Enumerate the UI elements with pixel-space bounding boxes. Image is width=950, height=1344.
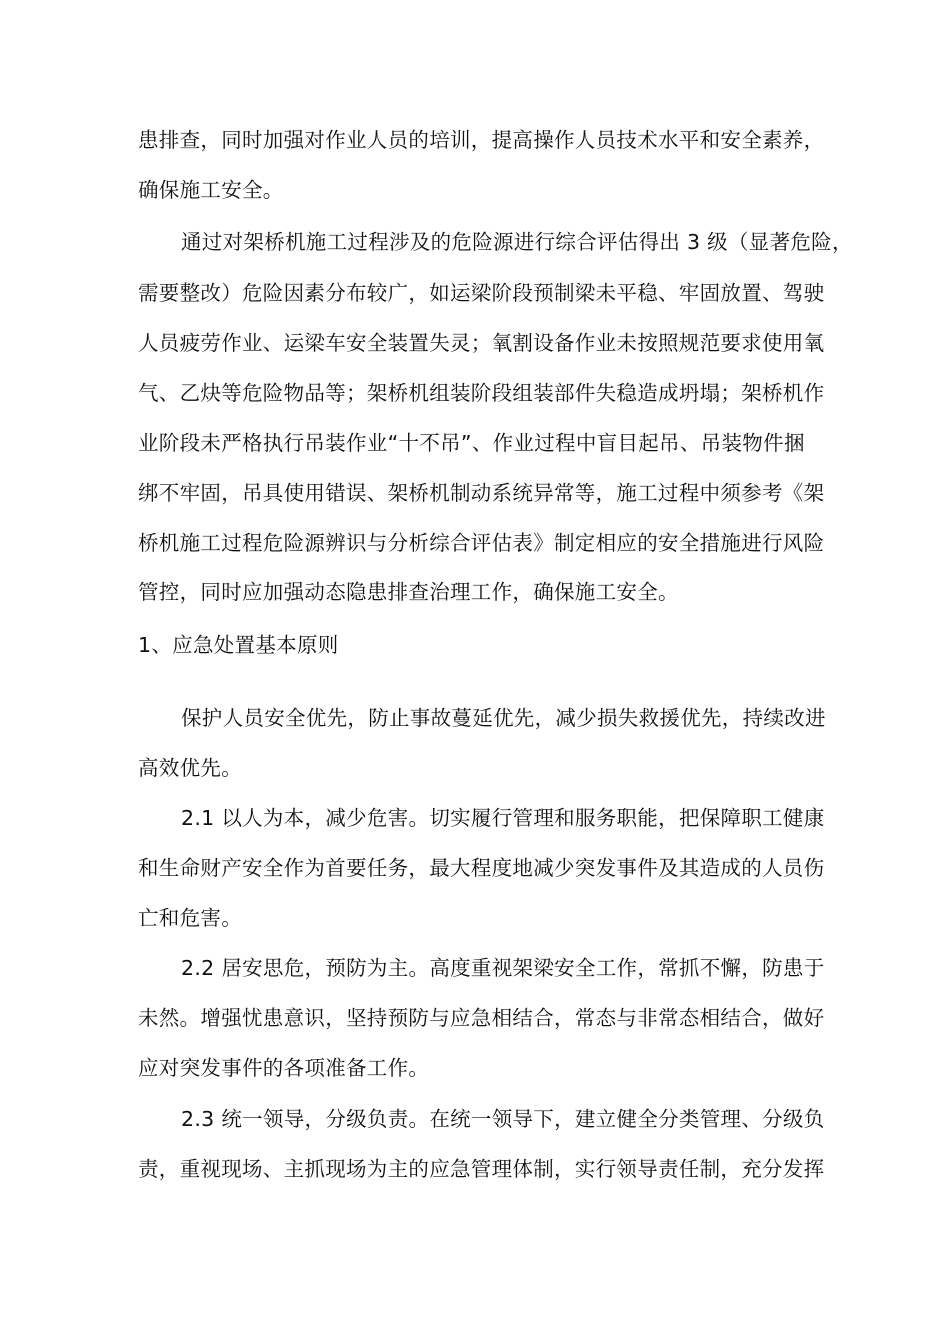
text-line: 需要整改）危险因素分布较广，如运梁阶段预制梁未平稳、牢固放置、驾驶 [138,281,825,305]
text-line: 高效优先。 [138,756,242,780]
text-line: 和生命财产安全作为首要任务，最大程度地减少突发事件及其造成的人员伤 [138,856,825,880]
text-line: 管控，同时应加强动态隐患排查治理工作，确保施工安全。 [138,580,679,604]
text-line: 人员疲劳作业、运梁车安全装置失灵；氧割设备作业未按照规范要求使用氧 [138,331,825,355]
paragraph-start-line: 保护人员安全优先，防止事故蔓延优先，减少损失救援优先，持续改进 [181,706,826,730]
text-line: 责，重视现场、主抓现场为主的应急管理体制，实行领导责任制，充分发挥 [138,1157,825,1181]
text-line: 气、乙炔等危险物品等；架桥机组装阶段组装部件失稳造成坍塌；架桥机作 [138,381,825,405]
text-line: 患排查，同时加强对作业人员的培训，提高操作人员技术水平和安全素养， [138,128,825,152]
text-line: 绑不牢固，吊具使用错误、架桥机制动系统异常等，施工过程中须参考《架 [138,481,825,505]
text-line: 亡和危害。 [138,906,242,930]
paragraph-start-line: 通过对架桥机施工过程涉及的危险源进行综合评估得出 3 级（显著危险， [181,230,853,254]
text-line: 未然。增强忧患意识，坚持预防与应急相结合，常态与非常态相结合，做好 [138,1006,825,1030]
paragraph-start-line: 2.3 统一领导，分级负责。在统一领导下，建立健全分类管理、分级负 [181,1107,825,1131]
text-line: 业阶段未严格执行吊装作业“十不吊”、作业过程中盲目起吊、吊装物件捆 [138,431,805,455]
section-heading: 1、应急处置基本原则 [138,633,339,657]
paragraph-start-line: 2.2 居安思危，预防为主。高度重视架梁安全工作，常抓不懈，防患于 [181,956,825,980]
text-line: 应对突发事件的各项准备工作。 [138,1056,430,1080]
paragraph-start-line: 2.1 以人为本，减少危害。切实履行管理和服务职能，把保障职工健康 [181,806,825,830]
text-line: 确保施工安全。 [138,178,284,202]
text-line: 桥机施工过程危险源辨识与分析综合评估表》制定相应的安全措施进行风险 [138,531,825,555]
